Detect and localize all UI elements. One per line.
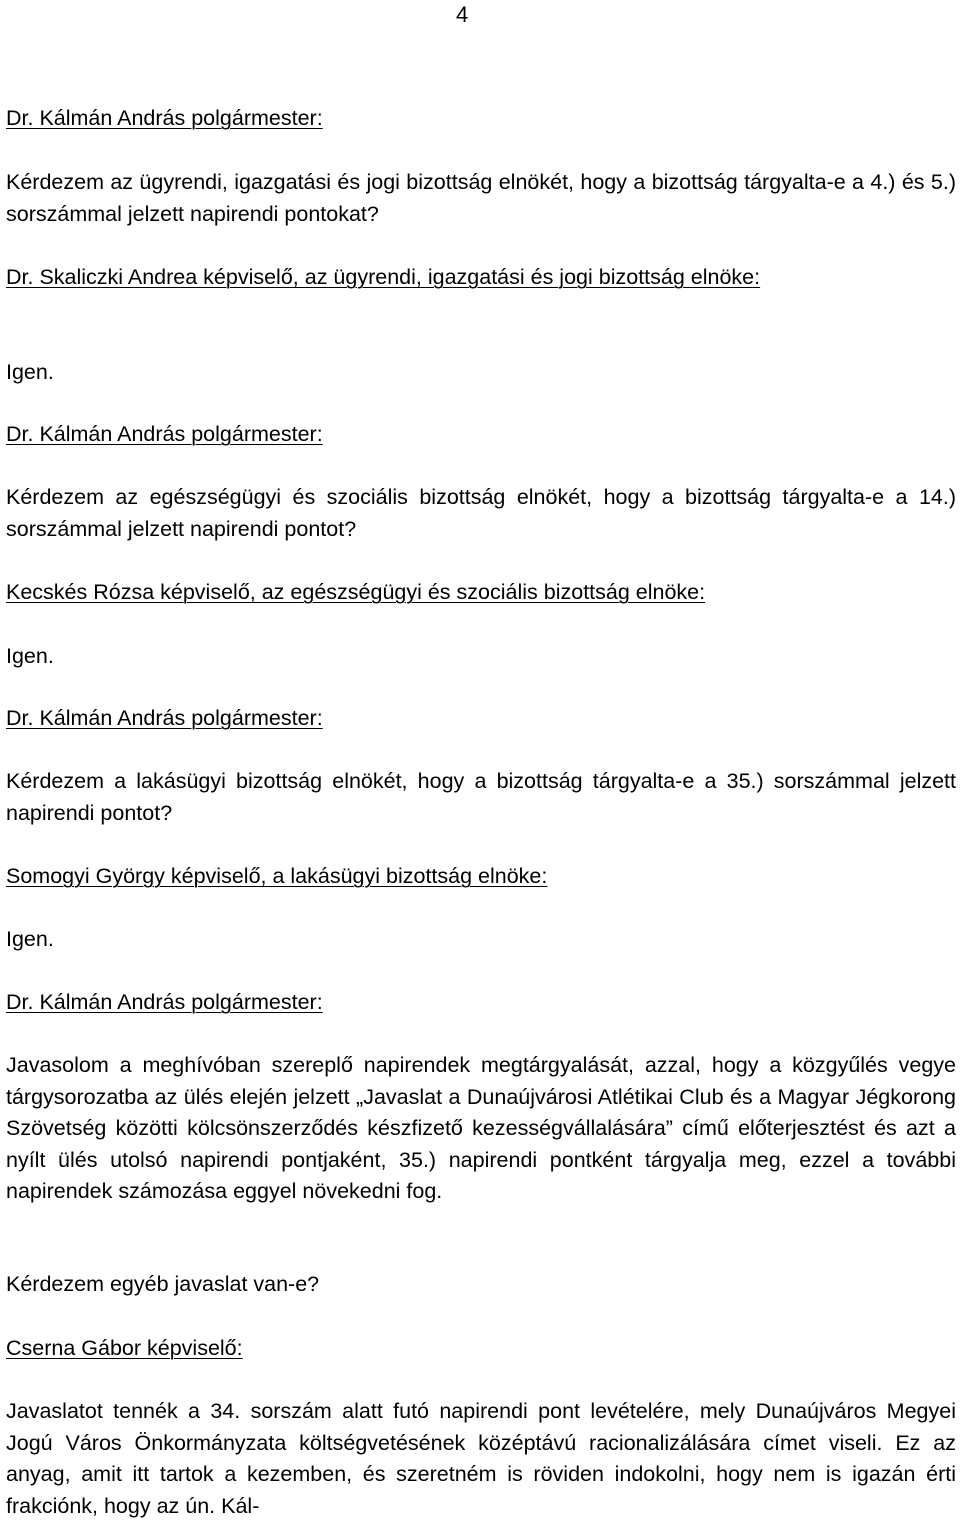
speaker-heading: Dr. Kálmán András polgármester: (6, 706, 323, 730)
paragraph: Igen. (6, 360, 54, 384)
paragraph: Igen. (6, 644, 54, 668)
speaker-heading: Somogyi György képviselő, a lakásügyi bizottság elnöke: (6, 864, 548, 888)
speaker-heading: Cserna Gábor képviselő: (6, 1336, 243, 1360)
paragraph: Javasolom a meghívóban szereplő napirendek megtárgyalását, azzal, hogy a közgyűlés vegye tárgysorozatba az ülés elején jelzett „Javaslat a Dunaújvárosi Atlétikai Club és a Magyar Jégkorong Szövetség közötti kölcsönszerződés készfizető kezességvállalására” című előterjesztést és azt a nyílt ülés utolsó napirendi pontjaként, 35.) napirendi pontként tárgyalja meg, ezzel a további napirendek számozása eggyel növekedni fog. (6, 1053, 956, 1203)
paragraph: Kérdezem a lakásügyi bizottság elnökét, hogy a bizottság tárgyalta-e a 35.) sorszámmal jelzett napirendi pontot? (6, 769, 956, 825)
speaker-heading: Dr. Kálmán András polgármester: (6, 106, 323, 130)
paragraph: Kérdezem az ügyrendi, igazgatási és jogi bizottság elnökét, hogy a bizottság tárgyalta-e a 4.) és 5.) sorszámmal jelzett napirendi pontokat? (6, 170, 956, 226)
page-number: 4 (456, 2, 469, 27)
speaker-heading: Kecskés Rózsa képviselő, az egészségügyi és szociális bizottság elnöke: (6, 580, 706, 604)
speaker-heading: Dr. Kálmán András polgármester: (6, 422, 323, 446)
speaker-heading: Dr. Kálmán András polgármester: (6, 990, 323, 1014)
paragraph: Kérdezem az egészségügyi és szociális bizottság elnökét, hogy a bizottság tárgyalta-e a 14.) sorszámmal jelzett napirendi pontot? (6, 485, 956, 541)
speaker-heading: Dr. Skaliczki Andrea képviselő, az ügyrendi, igazgatási és jogi bizottság elnöke: (6, 265, 761, 289)
paragraph: Javaslatot tennék a 34. sorszám alatt futó napirendi pont levételére, mely Dunaújváros Megyei Jogú Város Önkormányzata költségvetésének középtávú racionalizálására címet viseli. Ez az anyag, amit itt tartok a kezemben, és szeretném is röviden indokolni, hogy nem is igazán érti frakciónk, hogy az ún. Kál- (6, 1399, 956, 1518)
paragraph: Igen. (6, 927, 54, 951)
paragraph: Kérdezem egyéb javaslat van-e? (6, 1272, 320, 1296)
